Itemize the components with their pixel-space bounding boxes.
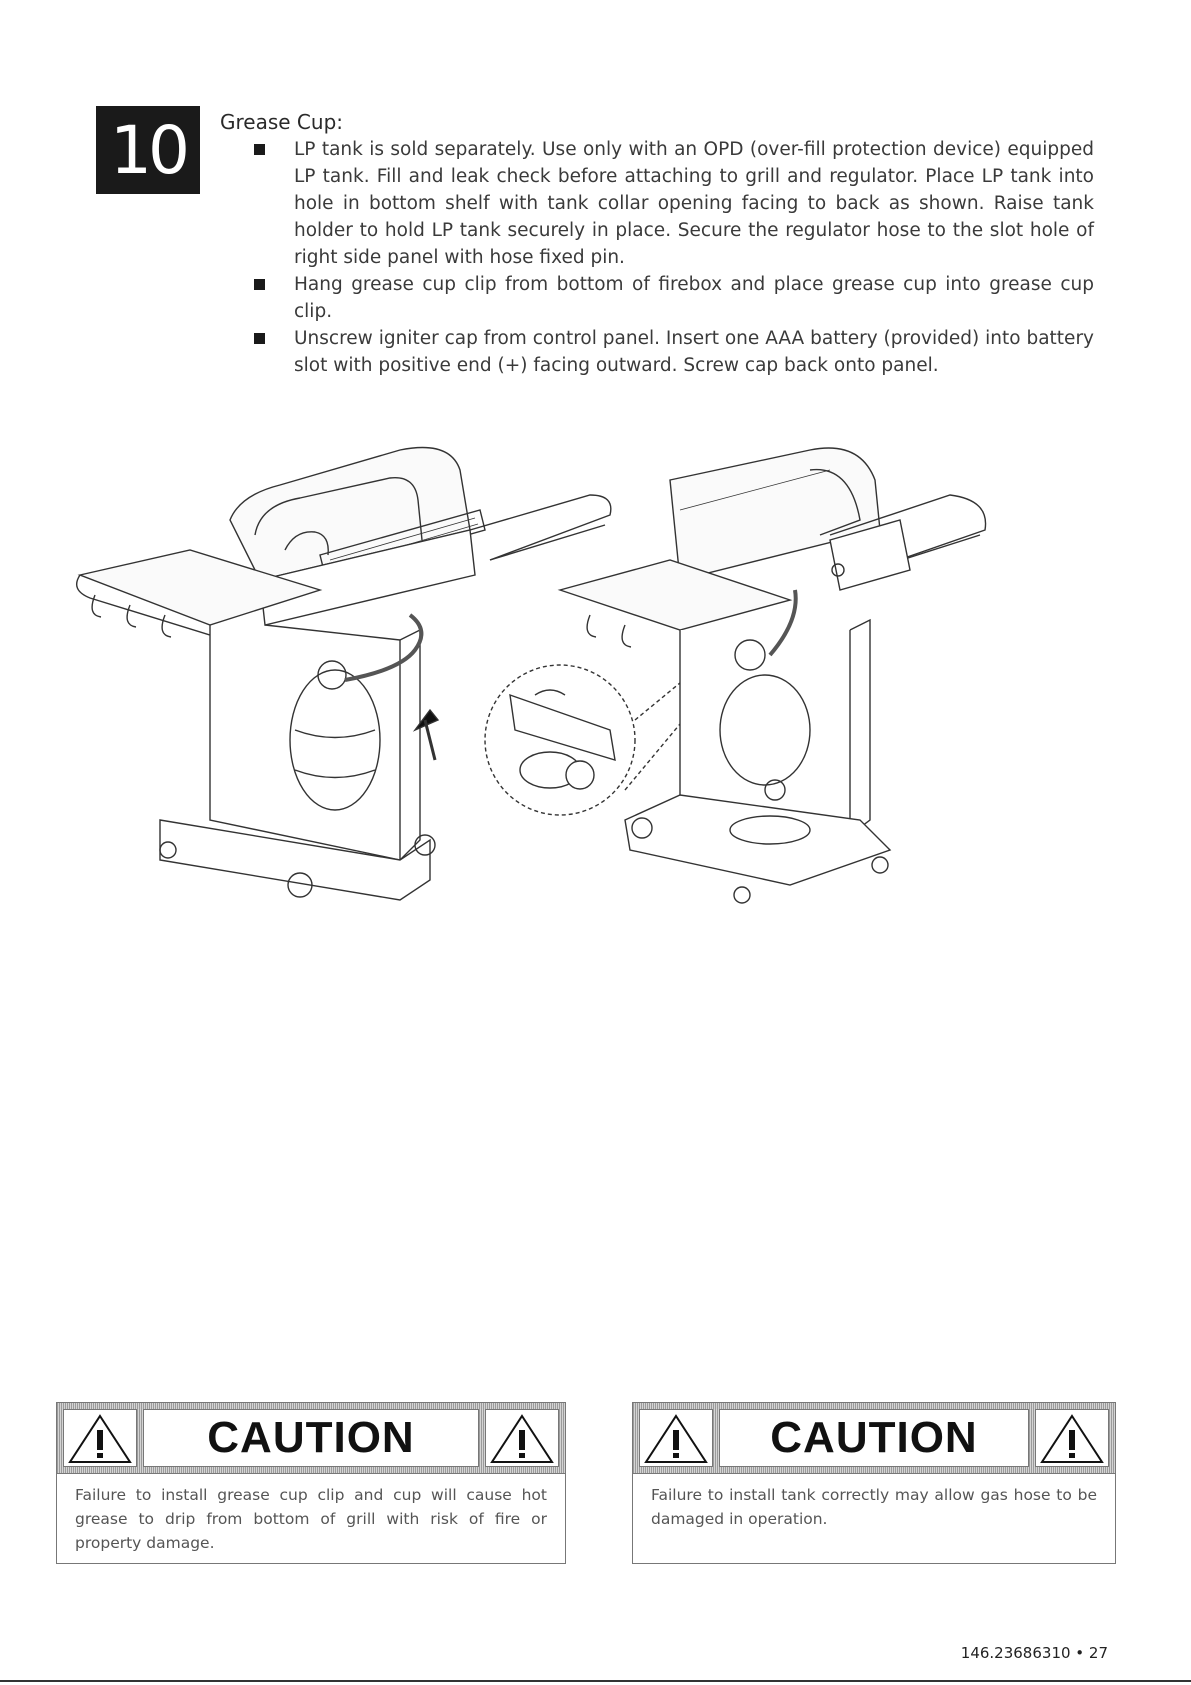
step-number-badge [96, 106, 200, 194]
bottom-divider [0, 1680, 1191, 1682]
warning-triangle-icon [1035, 1409, 1109, 1467]
instruction-text: Unscrew igniter cap from control panel. Insert one AAA battery (provided) into battery slot with positive end (+) facing outward. Screw cap back onto panel. [294, 328, 1094, 376]
warning-triangle-icon [639, 1409, 713, 1467]
caution-text: Failure to install tank correctly may allow gas hose to be damaged in operation. [651, 1486, 1097, 1528]
step-number: 10 [110, 111, 186, 189]
caution-header [633, 1403, 1115, 1474]
caution-text: Failure to install grease cup clip and cup will cause hot grease to drip from bottom of grill with risk of fire or property damage. [75, 1486, 547, 1552]
instruction-text: Hang grease cup clip from bottom of firebox and place grease cup into grease cup clip. [294, 274, 1094, 322]
caution-box-grease [56, 1402, 566, 1564]
instruction-text: LP tank is sold separately. Use only with an OPD (over-fill protection device) equipped LP tank. Fill and leak check before attaching to grill and regulator. Place LP tank into hole in bottom shelf with tank collar opening facing to back as shown. Raise tank holder to hold LP tank securely in place. Secure the regulator hose to the slot hole of right side panel with hose fixed pin. [294, 139, 1094, 268]
instruction-item [254, 271, 1094, 325]
step-title: Grease Cup: [220, 110, 343, 134]
instruction-list [254, 136, 1094, 379]
caution-box-tank [632, 1402, 1116, 1564]
grill-front-view [77, 448, 611, 901]
grill-rear-view [560, 448, 986, 903]
bullet-square-icon [254, 144, 265, 155]
warning-triangle-icon [485, 1409, 559, 1467]
bullet-square-icon [254, 279, 265, 290]
caution-heading: CAUTION [719, 1409, 1029, 1467]
instruction-item [254, 136, 1094, 271]
instruction-item [254, 325, 1094, 379]
bullet-square-icon [254, 333, 265, 344]
caution-header [57, 1403, 565, 1474]
grill-assembly-illustration [70, 440, 1080, 980]
caution-heading: CAUTION [143, 1409, 479, 1467]
grease-cup-detail-contents [510, 690, 615, 789]
warning-triangle-icon [63, 1409, 137, 1467]
page-footer-label: 146.23686310 • 27 [960, 1644, 1108, 1662]
